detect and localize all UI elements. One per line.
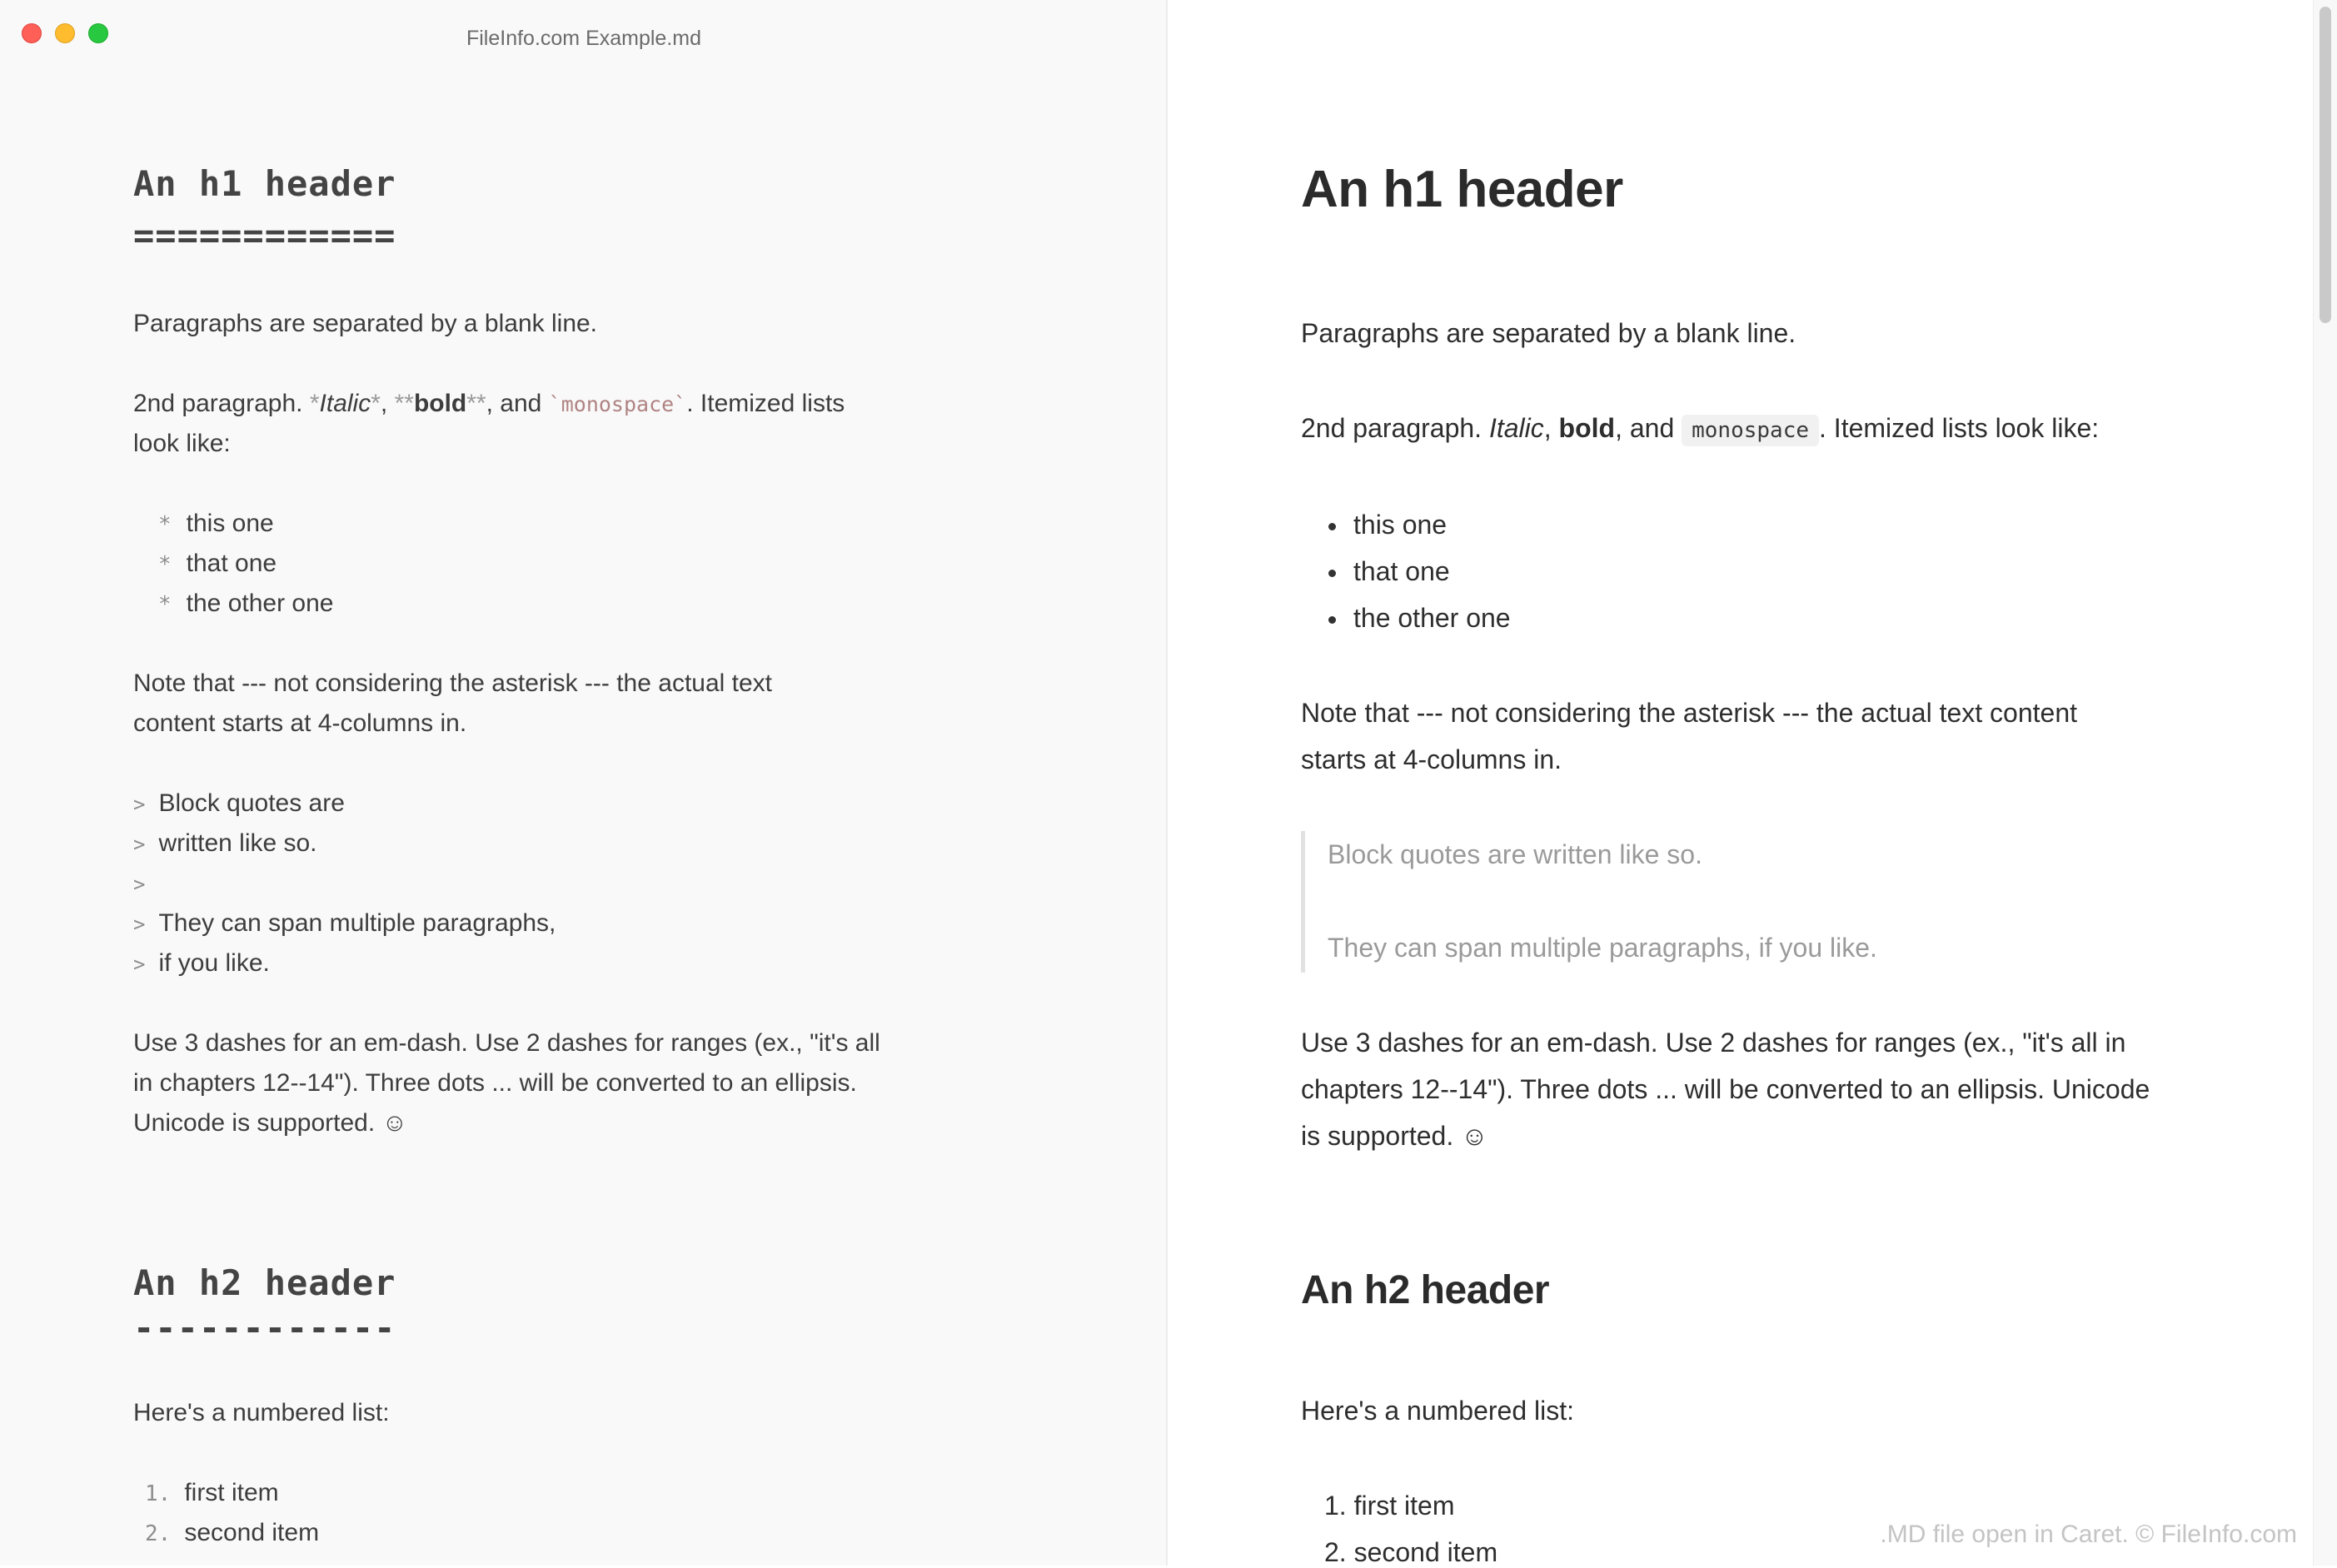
source-paragraph-2-line-2[interactable]: look like:: [133, 430, 231, 457]
preview-paragraph-2: [1301, 413, 2099, 444]
preview-italic-text: Italic: [1488, 413, 1544, 443]
source-note-line-2[interactable]: content starts at 4-columns in.: [133, 709, 467, 737]
source-quote-line[interactable]: [133, 829, 317, 858]
markdown-editor-pane[interactable]: [0, 0, 1168, 1566]
preview-blockquote-p1: Block quotes are written like so.: [1328, 839, 1702, 869]
source-note-line-1[interactable]: Note that --- not considering the asterisk --- the actual text: [133, 670, 773, 697]
quote-marker: >: [133, 873, 146, 896]
source-paragraph-2-line-1[interactable]: [133, 390, 845, 418]
source-h1-underline[interactable]: ============: [133, 215, 396, 256]
quote-marker: >: [133, 833, 146, 856]
preview-h1: An h1 header: [1301, 161, 1623, 218]
source-list-item[interactable]: [158, 510, 274, 538]
preview-numbered-item: 1. first item: [1324, 1491, 1455, 1521]
number-marker: 1.: [145, 1481, 172, 1506]
source-p2-end: . Itemized lists: [686, 390, 845, 417]
list-bullet-marker: *: [158, 592, 172, 617]
preview-h2: An h2 header: [1301, 1268, 1550, 1312]
preview-note-line-1: Note that --- not considering the asterisk --- the actual text content: [1301, 698, 2077, 728]
preview-p2-start: 2nd paragraph.: [1301, 413, 1489, 443]
source-quote-line[interactable]: [133, 909, 556, 938]
preview-numbered-item: 2. second item: [1324, 1537, 1498, 1567]
source-h2-underline[interactable]: ------------: [133, 1307, 396, 1348]
preview-numbered-intro: Here's a numbered list:: [1301, 1396, 1575, 1426]
source-p2-start: 2nd paragraph.: [133, 390, 310, 417]
quote-marker: >: [133, 793, 146, 816]
source-quote-line[interactable]: [133, 949, 270, 978]
list-item-text: that one: [186, 550, 277, 577]
preview-code-span: monospace: [1682, 415, 1819, 446]
source-dash-line-2[interactable]: in chapters 12--14"). Three dots ... will be converted to an ellipsis.: [133, 1069, 857, 1097]
preview-blockquote-p2: They can span multiple paragraphs, if you like.: [1328, 933, 1877, 963]
source-italic-text: Italic: [319, 390, 371, 417]
source-h1-line[interactable]: An h1 header: [133, 163, 396, 204]
italic-mark-close: *: [371, 390, 381, 417]
bullet-dot: [1328, 616, 1336, 624]
preview-dash-line-2: chapters 12--14"). Three dots ... will be converted to an ellipsis. Unicode: [1301, 1074, 2150, 1104]
source-dash-line-1[interactable]: Use 3 dashes for an em-dash. Use 2 dashes for ranges (ex., "it's all: [133, 1029, 880, 1057]
preview-p2-sep2: , and: [1615, 413, 1682, 443]
source-p2-sep2: , and: [486, 390, 549, 417]
preview-dash-line-3: is supported. ☺: [1301, 1121, 1488, 1151]
bullet-dot: [1328, 523, 1336, 530]
preview-list-item: that one: [1353, 556, 1450, 586]
rendered-preview-pane[interactable]: [1168, 0, 2337, 1566]
source-list-item[interactable]: [158, 550, 277, 578]
preview-dash-line-1: Use 3 dashes for an em-dash. Use 2 dashes for ranges (ex., "it's all in: [1301, 1028, 2126, 1058]
preview-list-item: this one: [1353, 510, 1448, 540]
source-code-span: `monospace`: [548, 392, 687, 416]
source-p2-sep1: ,: [380, 390, 395, 417]
source-list-item[interactable]: [158, 590, 333, 618]
source-bold-text: bold: [413, 390, 467, 417]
preview-note-line-2: starts at 4-columns in.: [1301, 744, 1562, 774]
bold-mark-close: **: [466, 390, 486, 417]
quote-line-text: Block quotes are: [158, 789, 345, 817]
preview-scrollbar-thumb[interactable]: [2320, 7, 2331, 323]
list-bullet-marker: *: [158, 512, 172, 537]
quote-line-text: They can span multiple paragraphs,: [158, 909, 556, 937]
source-numbered-item[interactable]: [145, 1519, 319, 1547]
bold-mark-open: **: [394, 390, 414, 417]
list-item-text: the other one: [186, 590, 334, 617]
window-title: FileInfo.com Example.md: [466, 27, 702, 50]
blockquote-bar: [1301, 831, 1305, 973]
numbered-item-text: first item: [184, 1479, 279, 1506]
source-numbered-intro[interactable]: Here's a numbered list:: [133, 1399, 390, 1426]
preview-p2-end: . Itemized lists look like:: [1819, 413, 2100, 443]
quote-line-text: if you like.: [158, 949, 270, 977]
preview-bold-text: bold: [1558, 413, 1616, 443]
preview-paragraph-1: Paragraphs are separated by a blank line.: [1301, 318, 1796, 348]
quote-marker: >: [133, 953, 146, 976]
quote-marker: >: [133, 913, 146, 936]
italic-mark-open: *: [309, 390, 320, 417]
source-quote-line[interactable]: [133, 789, 345, 818]
number-marker: 2.: [145, 1521, 172, 1546]
preview-list-item: the other one: [1353, 603, 1511, 633]
watermark: .MD file open in Caret. © FileInfo.com: [1880, 1521, 2297, 1548]
quote-line-text: written like so.: [158, 829, 317, 857]
source-quote-line[interactable]: [133, 869, 158, 898]
preview-p2-sep1: ,: [1543, 413, 1559, 443]
bullet-dot: [1328, 570, 1336, 577]
numbered-item-text: second item: [184, 1519, 320, 1546]
source-numbered-item[interactable]: [145, 1479, 279, 1507]
source-dash-line-3[interactable]: Unicode is supported. ☺: [133, 1109, 408, 1137]
source-h2-line[interactable]: An h2 header: [133, 1262, 396, 1303]
source-paragraph-1[interactable]: Paragraphs are separated by a blank line.: [133, 310, 598, 337]
list-bullet-marker: *: [158, 552, 172, 577]
preview-scrollbar-track[interactable]: [2313, 0, 2337, 1566]
list-item-text: this one: [186, 510, 274, 537]
